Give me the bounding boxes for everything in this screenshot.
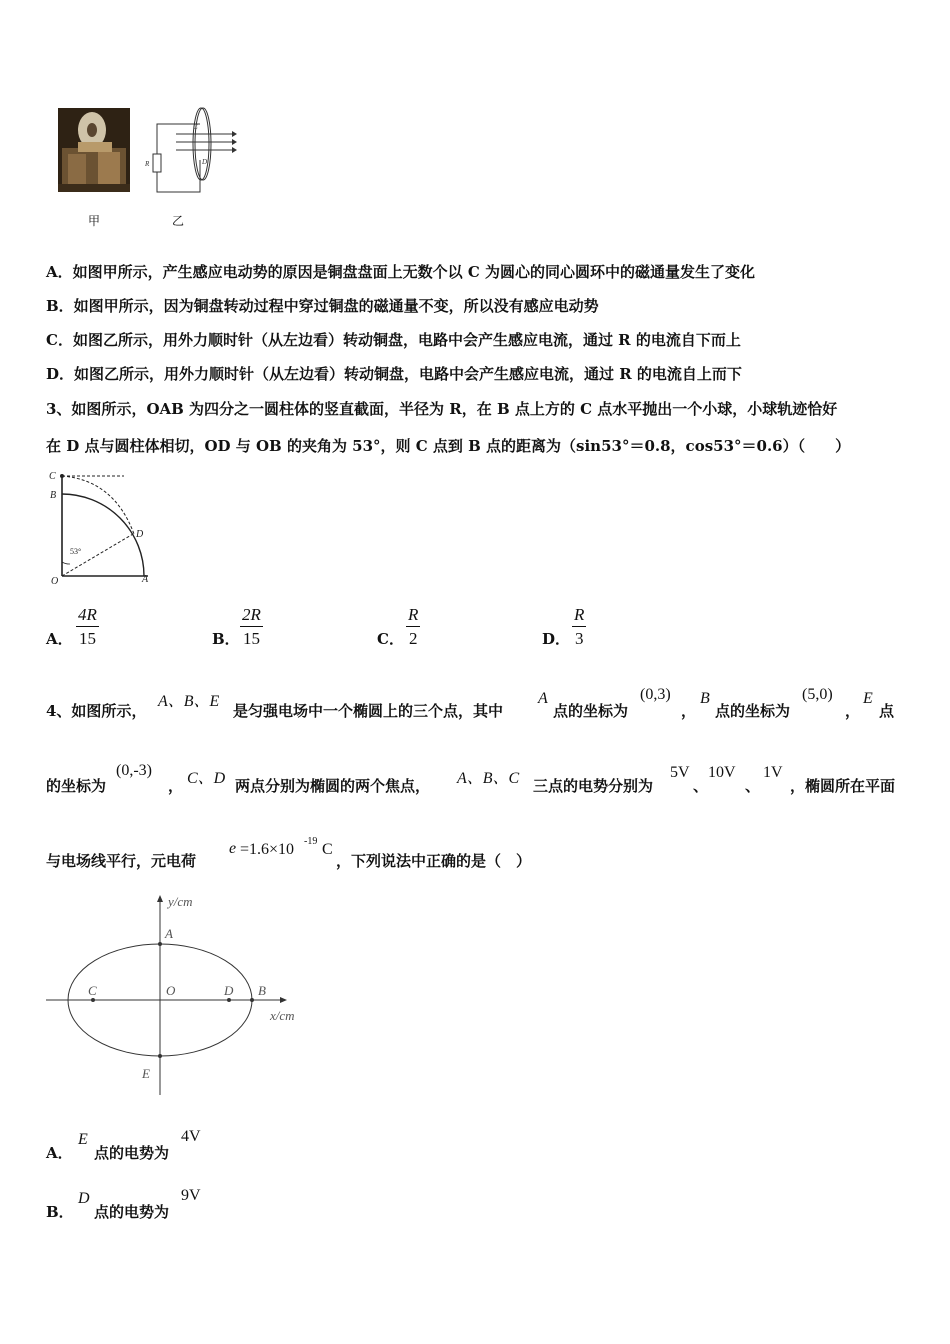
q3-option-c-fraction [406,604,420,651]
q3-option-d-fraction [572,604,586,651]
q4-fig-label-d: D [224,983,234,998]
q4-line3-b: ，下列说法中正确的是（ ） [336,852,532,870]
q4-fig-label-e: E [142,1066,150,1081]
svg-text:R: R [145,160,150,168]
q4-line1-B: B [700,690,710,707]
q3-option-b-den: 15 [242,629,260,648]
q4-line1-b: 是匀强电场中一个椭圆上的三个点，其中 [233,702,504,720]
q3-fig-label-b: B [50,490,57,501]
q4-fig-label-c: C [88,983,97,998]
q3-option-a-den: 15 [78,629,96,648]
q3-option-d-den: 3 [574,629,584,648]
q4-line2-d1: 、 [693,777,709,795]
q3-option-a-num: 4R [76,604,99,627]
q3-fig-label-a: A [142,574,149,585]
q4-option-a-val: 4V [181,1128,201,1145]
figure-yi-circuit [140,104,240,196]
q3-option-b-num: 2R [240,604,263,627]
q3-option-b-fraction [240,604,263,651]
q3-option-b-label: B． [212,630,240,648]
q3-fig-label-c: C [49,471,56,482]
q4-option-a-label: A． [46,1144,73,1162]
q3-option-d-num: R [572,604,586,627]
q4-fig-x-label: x/cm [270,1008,295,1023]
q4-line2-c: 三点的电势分别为 [533,777,654,795]
svg-text:D: D [202,158,208,166]
q4-line1-coordB: (5,0) [802,686,833,703]
q4-option-b-val: 9V [181,1187,201,1204]
q4-line3-exp: -19 [304,836,318,847]
q3-figure [44,466,164,588]
q4-line3-e: e [229,840,237,857]
q4-fig-label-o: O [166,983,176,998]
q3-option-a-fraction [76,604,99,651]
caption-jia: 甲 [88,214,101,228]
q4-line1-c: 点的坐标为 [553,702,629,720]
q3-option-d-label: D． [542,630,571,648]
q4-line2-v3: 1V [763,764,783,781]
q3-fig-label-o: O [51,576,59,587]
q2-option-b: B．如图甲所示，因为铜盘转动过程中穿过铜盘的磁通量不变，所以没有感应电动势 [46,297,599,315]
q3-stem-line1: 3、如图所示，OAB 为四分之一圆柱体的竖直截面，半径为 R，在 B 点上方的 C 点水平抛出一个小球，小球轨迹恰好 [46,400,838,418]
q4-line1-a: 4、如图所示， [46,702,147,720]
q3-fig-label-d: D [136,529,144,540]
q3-option-c-label: C． [377,630,404,648]
q4-fig-label-a: A [165,926,173,941]
q4-option-b-text: 点的电势为 [94,1203,170,1221]
q4-line3-val: =1.6×10 [240,841,295,858]
q2-option-d: D．如图乙所示，用外力顺时针（从左边看）转动铜盘，电路中会产生感应电流，通过 R 的电流自上而下 [46,365,742,383]
q4-line2-ABC: A、B、C [457,770,520,787]
svg-text:C: C [193,123,198,131]
q4-option-a-var: E [78,1131,88,1148]
q2-option-a: A．如图甲所示，产生感应电动势的原因是铜盘盘面上无数个以 C 为圆心的同心圆环中的磁通量发生了变化 [46,263,756,281]
q4-line2-b: 两点分别为椭圆的两个焦点， [235,777,431,795]
q4-line1-sep: ， [681,702,697,720]
q4-ellipse-figure [44,890,314,1100]
q3-option-c-num: R [406,604,420,627]
q3-option-c-den: 2 [408,629,418,648]
q4-option-b-label: B． [46,1203,74,1221]
q4-line1-d: 点的坐标为 [715,702,791,720]
q3-option-a-label: A． [46,630,73,648]
q4-line1-e: 点 [879,702,895,720]
q4-line1-A: A [538,690,548,707]
q4-line3-a: 与电场线平行，元电荷 [46,852,197,870]
q4-line2-v1: 5V [670,764,690,781]
q4-fig-y-label: y/cm [168,894,193,909]
q4-line1-E: E [863,690,873,707]
q4-line2-v2: 10V [708,764,736,781]
q4-option-a-text: 点的电势为 [94,1144,170,1162]
q4-line2-coordE: (0,-3) [116,762,152,779]
q4-option-b-var: D [78,1190,90,1207]
q4-line2-sep: ， [168,777,184,795]
q4-line1-coordA: (0,3) [640,686,671,703]
caption-yi: 乙 [172,214,185,228]
q4-line2-e: ，椭圆所在平面 [790,777,896,795]
q4-fig-label-b: B [258,983,266,998]
q4-line2-a: 的坐标为 [46,777,107,795]
q4-line3-unit: C [322,841,333,858]
figure-jia-photo [58,108,130,192]
q3-fig-angle: 53° [70,547,82,556]
q4-line2-d2: 、 [745,777,761,795]
q4-line1-sep2: ， [845,702,861,720]
q4-line1-points: A、B、E [158,693,220,710]
q2-option-c: C．如图乙所示，用外力顺时针（从左边看）转动铜盘，电路中会产生感应电流，通过 R 的电流自下而上 [46,331,741,349]
q3-stem-line2: 在 D 点与圆柱体相切，OD 与 OB 的夹角为 53°，则 C 点到 B 点的距离为（sin53°＝0.8，cos53°＝0.6）（ ） [46,437,851,455]
q4-line2-CD: C、D [187,770,226,787]
